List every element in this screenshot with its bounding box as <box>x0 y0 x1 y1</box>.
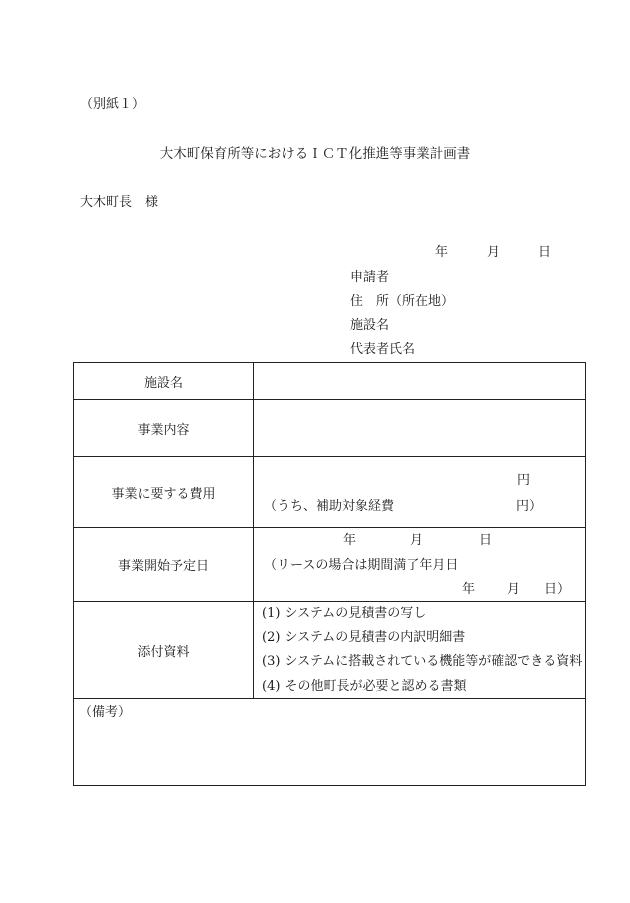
addressee: 大木町長 様 <box>80 195 159 210</box>
attachment-label: （別紙１） <box>80 97 146 112</box>
business-cost-cell-label: 事業に要する費用 <box>74 457 254 528</box>
document-title: 大木町保育所等におけるＩＣＴ化推進等事業計画書 <box>159 146 471 162</box>
cost-yen: 円 <box>517 473 531 488</box>
lease-day: 日） <box>544 582 571 597</box>
start-year: 年 <box>343 533 357 548</box>
remarks-cell[interactable] <box>74 699 586 786</box>
attachment-item-3: (3) システムに搭載されている機能等が確認できる資料 <box>262 654 583 669</box>
start-date-value-cell[interactable] <box>254 528 586 602</box>
facility-name-cell-label: 施設名 <box>74 363 254 400</box>
start-month: 月 <box>410 533 424 548</box>
lease-month: 月 <box>507 582 521 597</box>
plan-form-table <box>73 362 586 786</box>
row-attachments <box>74 602 586 699</box>
row-business-content <box>74 400 586 457</box>
date-year: 年 <box>435 245 449 260</box>
business-content-cell-label: 事業内容 <box>74 400 254 457</box>
row-facility-name <box>74 363 586 400</box>
attachment-item-2: (2) システムの見積書の内訳明細書 <box>262 630 466 645</box>
attachment-item-4: (4) その他町長が必要と認める書類 <box>262 679 467 694</box>
subsidy-yen-suffix: 円） <box>516 499 543 514</box>
remarks-label: （備考） <box>79 705 132 720</box>
address-label: 住 所（所在地） <box>350 294 455 309</box>
attachments-value-cell <box>254 602 586 699</box>
lease-year: 年 <box>462 582 476 597</box>
row-remarks <box>74 699 586 786</box>
start-date-cell-label: 事業開始予定日 <box>74 528 254 602</box>
representative-label: 代表者氏名 <box>350 342 416 357</box>
row-start-date <box>74 528 586 602</box>
row-business-cost <box>74 457 586 528</box>
lease-note: （リースの場合は期間満了年月日 <box>264 558 459 573</box>
start-day: 日 <box>479 533 493 548</box>
attachment-item-1: (1) システムの見積書の写し <box>262 606 427 621</box>
facility-name-value-cell[interactable] <box>254 363 586 400</box>
business-cost-value-cell[interactable] <box>254 457 586 528</box>
attachments-cell-label: 添付資料 <box>74 602 254 699</box>
business-content-value-cell[interactable] <box>254 400 586 457</box>
facility-name-label: 施設名 <box>350 318 390 333</box>
applicant-label: 申請者 <box>350 270 390 285</box>
date-day: 日 <box>538 245 552 260</box>
subsidy-prefix: （うち、補助対象経費 <box>264 499 395 514</box>
date-month: 月 <box>487 245 501 260</box>
